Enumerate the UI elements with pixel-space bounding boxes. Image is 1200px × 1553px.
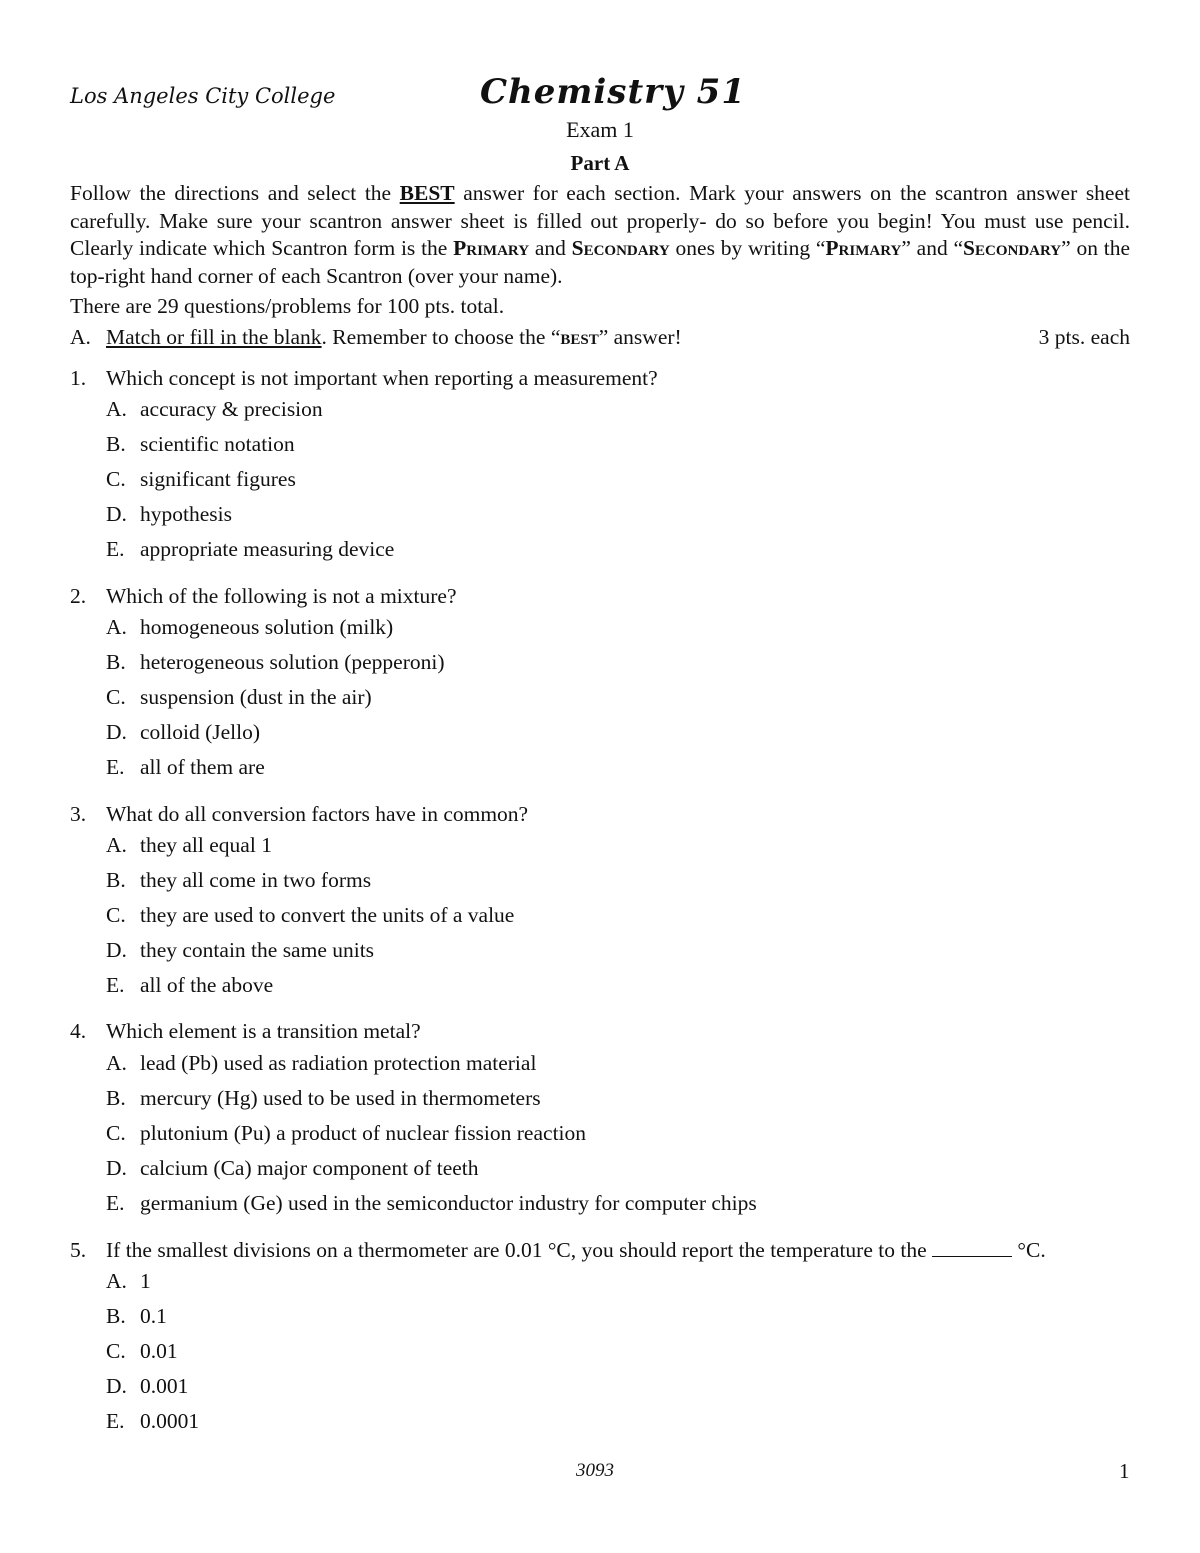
option-text: they all come in two forms: [140, 868, 372, 892]
option-letter: A.: [106, 833, 127, 857]
option-text: germanium (Ge) used in the semiconductor industry for computer chips: [140, 1191, 757, 1215]
directions-text: answer for each section. Mark your answers on the scantron answer sheet carefully. Make sure your scantron answer sheet is filled out properly- do so before you begin! You must use pencil. Clearly indicate which Scantron form is the: [70, 181, 1130, 260]
option-text: homogeneous solution (milk): [140, 615, 394, 639]
option: [106, 755, 265, 780]
option-text: 0.001: [140, 1374, 189, 1398]
option-letter: B.: [106, 1304, 126, 1328]
page-number: 1: [1119, 1459, 1130, 1483]
option-text: suspension (dust in the air): [140, 685, 372, 709]
option: [106, 397, 323, 422]
exam-page: [70, 0, 1130, 1553]
secondary-quoted: Secondary: [963, 236, 1062, 260]
option-letter: C.: [106, 685, 126, 709]
question-text: Which element is a transition metal?: [106, 1019, 421, 1043]
option: [106, 537, 394, 562]
option-letter: A.: [106, 615, 127, 639]
option: [106, 938, 374, 963]
option-letter: B.: [106, 432, 126, 456]
option: [106, 650, 445, 675]
option-text: mercury (Hg) used to be used in thermometers: [140, 1086, 541, 1110]
question-text: What do all conversion factors have in common?: [106, 802, 529, 826]
best-emphasis: BEST: [399, 181, 455, 205]
directions-text: and: [529, 236, 572, 260]
option-text: all of them are: [140, 755, 265, 779]
section-title: Match or fill in the blank: [106, 325, 322, 349]
option-letter: C.: [106, 1339, 126, 1363]
option-text: hypothesis: [140, 502, 232, 526]
option-text: appropriate measuring device: [140, 537, 395, 561]
option-text: they are used to convert the units of a value: [140, 903, 515, 927]
answer-blank: [932, 1238, 1012, 1257]
directions-text: ” on the top-right hand corner of each Scantron (over your name).: [70, 236, 1130, 288]
section-points: 3 pts. each: [1038, 325, 1130, 349]
directions-text: ” and “: [901, 236, 964, 260]
option-text: colloid (Jello): [140, 720, 261, 744]
option-text: scientific notation: [140, 432, 295, 456]
option: [106, 432, 295, 457]
option-text: 0.1: [140, 1304, 167, 1328]
option: [106, 868, 371, 893]
option-letter: C.: [106, 467, 126, 491]
section-text: ” answer!: [598, 325, 682, 349]
option: [106, 1121, 586, 1146]
section-best: best: [560, 325, 599, 349]
college-name: Los Angeles City College: [70, 84, 336, 108]
option-letter: E.: [106, 1409, 125, 1433]
option: [106, 1304, 167, 1329]
option-letter: D.: [106, 938, 127, 962]
question-number: 1.: [70, 366, 87, 390]
option-letter: D.: [106, 1156, 127, 1180]
option-letter: D.: [106, 502, 127, 526]
option-letter: B.: [106, 1086, 126, 1110]
option-letter: E.: [106, 755, 125, 779]
option-text: significant figures: [140, 467, 296, 491]
section-text: . Remember to choose the “: [321, 325, 561, 349]
option: [106, 1156, 479, 1181]
option-letter: A.: [106, 397, 127, 421]
question-text: [106, 1238, 1046, 1263]
option: [106, 615, 393, 640]
primary-label: Primary: [453, 236, 530, 260]
option: [106, 685, 372, 710]
option-text: 1: [140, 1269, 151, 1293]
option-text: accuracy & precision: [140, 397, 323, 421]
option: [106, 903, 514, 928]
option-letter: B.: [106, 650, 126, 674]
option-text: they contain the same units: [140, 938, 375, 962]
question-text-part: If the smallest divisions on a thermometer are 0.01 °C, you should report the temperature to the: [106, 1238, 932, 1262]
question-number: 4.: [70, 1019, 87, 1043]
option-letter: E.: [106, 973, 125, 997]
option-letter: A.: [106, 1051, 127, 1075]
primary-quoted: Primary: [825, 236, 902, 260]
question-text-part: °C.: [1012, 1238, 1046, 1262]
option: [106, 1374, 188, 1399]
option-letter: E.: [106, 537, 125, 561]
section-letter: A.: [70, 325, 91, 349]
option: [106, 973, 273, 998]
exam-title: Exam 1: [566, 117, 634, 142]
option: [106, 467, 296, 492]
part-title: Part A: [570, 151, 630, 175]
option-text: 0.0001: [140, 1409, 200, 1433]
option-letter: B.: [106, 868, 126, 892]
option: [106, 1269, 151, 1294]
option-text: lead (Pb) used as radiation protection material: [140, 1051, 537, 1075]
option-text: all of the above: [140, 973, 274, 997]
question-text: Which of the following is not a mixture?: [106, 584, 457, 608]
directions-text: Follow the directions and select the: [70, 181, 400, 205]
option: [106, 1051, 536, 1076]
option: [106, 720, 260, 745]
option-letter: A.: [106, 1269, 127, 1293]
question-number: 3.: [70, 802, 87, 826]
question-text: Which concept is not important when reporting a measurement?: [106, 366, 658, 390]
option: [106, 502, 232, 527]
option-letter: D.: [106, 1374, 127, 1398]
footer-code: 3093: [576, 1460, 614, 1481]
course-title: Chemistry 51: [480, 72, 746, 112]
option-text: heterogeneous solution (pepperoni): [140, 650, 445, 674]
directions-paragraph: [70, 180, 1130, 290]
question-number: 5.: [70, 1238, 87, 1262]
option-letter: C.: [106, 903, 126, 927]
option-letter: D.: [106, 720, 127, 744]
option: [106, 833, 272, 858]
question-number: 2.: [70, 584, 87, 608]
option-letter: C.: [106, 1121, 126, 1145]
option-text: calcium (Ca) major component of teeth: [140, 1156, 479, 1180]
option: [106, 1339, 178, 1364]
option-text: 0.01: [140, 1339, 178, 1363]
total-questions: There are 29 questions/problems for 100 pts. total.: [70, 294, 505, 318]
option-text: plutonium (Pu) a product of nuclear fission reaction: [140, 1121, 587, 1145]
secondary-label: Secondary: [571, 236, 670, 260]
section-instruction: [106, 325, 682, 350]
option-letter: E.: [106, 1191, 125, 1215]
directions-text: ones by writing “: [669, 236, 826, 260]
option: [106, 1191, 757, 1216]
option-text: they all equal 1: [140, 833, 272, 857]
option: [106, 1086, 541, 1111]
option: [106, 1409, 199, 1434]
